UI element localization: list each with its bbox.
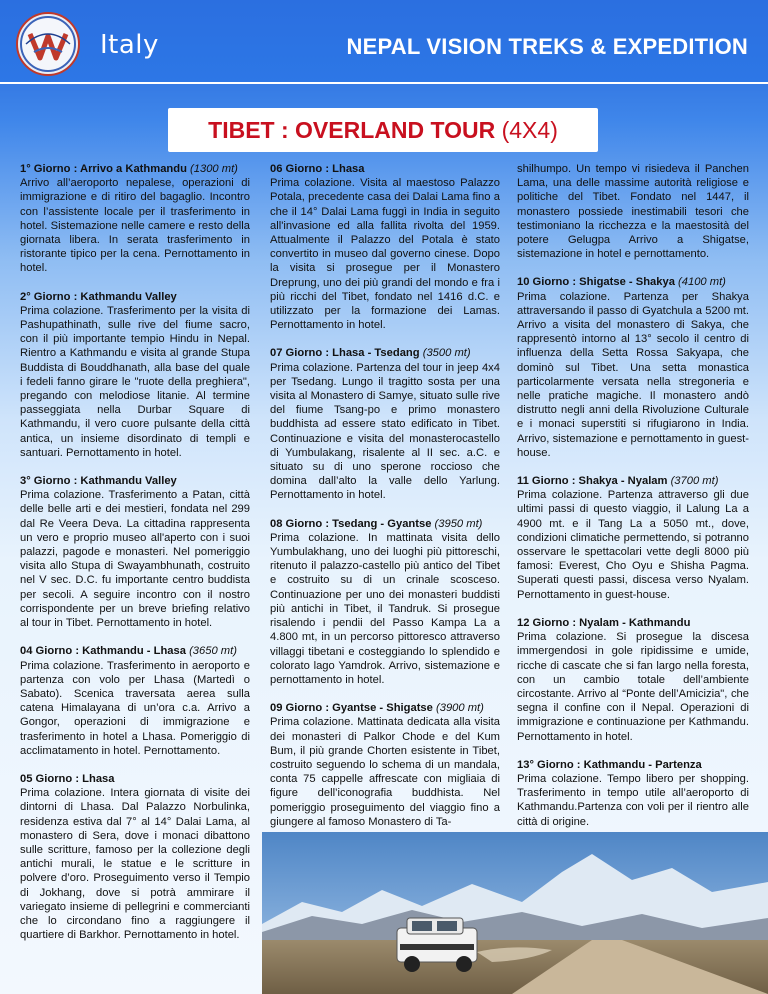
day-body: Prima colazione. Partenza attraverso gli due ultimi passi di questo viaggio, il Lalung La a 4900 mt. e il Tang La a 5050 mt., dove, condizioni climatiche permettendo, si potranno osservare le spettacolari vette degli 8000 più famosi: Everest, Cho Oyu e Shisha Pagma. Superati questi passi, discesa verso Nyalam. Pernottamento in guest-house. [517, 489, 749, 601]
day-title [517, 758, 749, 772]
day-entry [20, 474, 250, 630]
day-title [20, 772, 250, 786]
day-title-text: 04 Giorno : Kathmandu - Lhasa [20, 645, 186, 658]
day-body: Prima colazione. Partenza per Shakya attraversando il passo di Gyatchula a 5200 mt. Arrivo a visita del monastero di Sakya, che rappresentò intorno al 13° secolo il centro di influenza della Setta Rossa Sakyapa, che dominò sul Tibet. Una setta monastica particolarmente versata nella stregoneria e nelle pratiche magiche. Il monastero andò distrutto negli anni della Rivoluzione Culturale e i monaci superstiti si rifugiarono in India. Arrivo, sistemazione e pernottamento in guest-house. [517, 290, 749, 459]
column-1 [20, 162, 250, 956]
day-title-text: 1° Giorno : Arrivo a Kathmandu [20, 163, 187, 175]
day-entry [270, 162, 500, 332]
landscape-photo [262, 832, 768, 994]
day-title [20, 474, 250, 488]
day-entry [20, 162, 250, 276]
day-body: Prima colazione. Trasferimento in aeroporto e partenza con volo per Lhasa (Martedì o Sabato). Scenica traversata aerea sulla catena Himalayana di un’ora c.a. Arrivo a Gongor, operazioni di immigrazione e trasferimento in hotel a Lhasa. Pomeriggio di acclimatamento in hotel. Pernottamento. [20, 659, 250, 757]
day-body: Prima colazione. Partenza del tour in jeep 4x4 per Tsedang. Lungo il tragitto sosta per una visita al Monastero di Samye, situato sulle rive del fiume Tsang-po e primo monastero buddhista ad essere stato edificato in Tibet. Continuazione e visita del monasterocastello di Yumbulakang, risalente al II sec. a.C. e situato su di uno sperone roccioso che domina dall’alto la valle dello Yarlung. Pernottamento in hotel. [270, 361, 500, 502]
day-entry [270, 346, 500, 502]
column-2 [270, 162, 500, 843]
day-body: Prima colazione. Tempo libero per shopping. Trasferimento in tempo utile all’aeroporto di Kathmandu.Partenza con voli per il rientro alle città di origine. [517, 772, 749, 828]
day-altitude: (3650 mt) [189, 645, 237, 658]
title-bar [168, 108, 598, 152]
day-title [270, 701, 500, 715]
title-main: TIBET : OVERLAND TOUR [208, 117, 496, 143]
day-entry [270, 701, 500, 829]
day-title [517, 616, 749, 630]
day-body: Prima colazione. Intera giornata di visite dei dintorni di Lhasa. Dal Palazzo Norbulinka, residenza estiva dal 7° al 14° Dalai Lama, al monastero di Sera, dove i monaci dibattono sulle scritture, famoso per la collezione degli antichi murali, le statue e le scritture in polvere d’oro. Proseguimento verso il Tempio di Jokhang, dove si potrà ammirare il variegato insieme di pellegrini e commercianti che lo circondano fino a raggiungere il quartiere di Barkhor. Pernottamento in hotel. [20, 787, 250, 942]
day-body: Prima colazione. Trasferimento per la visita di Pashupathinath, sulle rive del fiume sacro, con il più importante tempio Hindu in Nepal. Rientro a Kathmandu e visita al grande Stupa Buddista di Bouddhanath, alla base del quale i fedeli fanno girare le "ruote della preghiera", pregando con melodiose litanie. Al termine passeggiata nella Durbar Square di Kathmandu, il vero cuore pulsante della città antica, un insieme disordinato di templi e santuari. Pernottamento in hotel. [20, 304, 250, 459]
day-entry [517, 616, 749, 744]
day-body: Prima colazione. Trasferimento a Patan, città delle belle arti e dei mestieri, fondata nel 299 dal Re Veera Deva. La cittadina rappresenta un vero e proprio museo all'aperto con i suoi palazzi, pagode e monasteri. Nel pomeriggio visita allo Stupa di Swayambhunath, costruito nel V sec. D.C. fu importante centro buddista per secoli. A seguire incontro con il nostro corrispondente per un breve briefing relativo al tour in Tibet. Pernottamento in hotel. [20, 489, 250, 630]
day-title [20, 290, 250, 304]
day-title-text: 3° Giorno : Kathmandu Valley [20, 475, 177, 488]
day-title-text: 2° Giorno : Kathmandu Valley [20, 290, 177, 303]
day-title [20, 644, 250, 658]
day-entry [517, 758, 749, 829]
day-title [270, 517, 500, 531]
day-body-continuation: shilhumpo. Un tempo vi risiedeva il Panchen Lama, una delle massime autorità religiose e politiche del Tibet. Fondato nel 1447, il monastero possiede inestimabili tesori che testimoniano la ricchezza e la maestosità del potere Gelugpa Arrivo a Shigatse, sistemazione in hotel e pernottamento. [517, 163, 749, 261]
day-entry [20, 290, 250, 460]
company-logo [16, 12, 80, 76]
day-body: Prima colazione. In mattinata visita dello Yumbulakhang, uno dei luoghi più pittoreschi, ritenuto il palazzo-castello più antico del Tibet e costruito su di un crinale scosceso. Continuazione per uno dei monasteri buddisti più antichi in Tibet, il Tandruk. Si prosegue risalendo i pendii del Passo Kampa La a 4.800 mt, in un percorso pittoresco attraverso villaggi tibetani e costeggiando lo splendido e colorato lago Yamdrok. Arrivo, sistemazione e pernottamento in hotel. [270, 531, 500, 686]
day-title [270, 162, 500, 176]
day-body: Prima colazione. Visita al maestoso Palazzo Potala, precedente casa dei Dalai Lama fino a che il 14° Dalai Lama fuggì in India in seguito all'invasione ed alla fallita rivolta del 1959. Attualmente il Palazzo del Potala è stato convertito in museo dal governo cinese. Dopo la visita si prosegue per il Monastero Dreprung, uno dei più grandi del mondo e fra i più ricchi del Tibet, fondato nel 1416 d.C. e utilizzato per la formazione dei Lamas. Pernottamento in hotel. [270, 177, 500, 332]
day-title-text: 12 Giorno : Nyalam - Kathmandu [517, 616, 691, 629]
day-title [517, 275, 749, 289]
company-name: NEPAL VISION TREKS & EXPEDITION [346, 34, 748, 59]
day-entry [517, 275, 749, 460]
day-title-text: 06 Giorno : Lhasa [270, 163, 365, 175]
day-entry [270, 517, 500, 687]
day-title-text: 07 Giorno : Lhasa - Tsedang [270, 347, 420, 360]
day-entry [20, 772, 250, 942]
day-title [517, 474, 749, 488]
page-title [168, 108, 598, 152]
day-altitude: (1300 mt) [190, 163, 238, 175]
brand-word: Italy [100, 30, 159, 60]
day-body-continued: Prima colazione. Mattinata dedicata alla visita dei monasteri di Palkor Chode e del Kum Bum, il più grande Chorten esistente in Tibet, costruito seguendo lo schema di un mandala, conta 75 cappelle affrescate con migliaia di figure dell’iconografia buddhista. Nel pomeriggio proseguimento del viaggio fino a giungere al famoso Monastero di Ta- [270, 716, 500, 828]
day-altitude: (3950 mt) [434, 517, 483, 530]
day-title-text: 13° Giorno : Kathmandu - Partenza [517, 758, 702, 771]
day-title-text: 05 Giorno : Lhasa [20, 772, 115, 785]
jeep-landscape-illustration [262, 832, 768, 994]
column-3 [517, 162, 749, 843]
day-title-text: 10 Giorno : Shigatse - Shakya [517, 276, 675, 289]
day-altitude: (3900 mt) [436, 702, 484, 715]
day-title [20, 162, 250, 176]
day-title-text: 08 Giorno : Tsedang - Gyantse [270, 517, 432, 530]
day-title-text: 11 Giorno : Shakya - Nyalam [517, 475, 668, 488]
day-body: Arrivo all’aeroporto nepalese, operazioni di immigrazione e di ritiro del bagaglio. Incontro con l’assistente locale per il trasferimento in hotel. Sistemazione nelle camere e resto della giornata libera. In serata trasferimento in ristorante tipico per la cena. Pernottamento in hotel. [20, 177, 250, 275]
day-entry [517, 474, 749, 602]
title-suffix: (4X4) [501, 117, 558, 143]
day-entry-continued [517, 162, 749, 261]
day-entry [20, 644, 250, 758]
day-altitude: (3700 mt) [670, 475, 719, 488]
page-header [0, 0, 768, 84]
day-altitude: (4100 mt) [678, 276, 726, 289]
day-body: Prima colazione. Si prosegue la discesa immergendosi in gole ripidissime e umide, ricche di cascate che si fan largo nella foresta, con un cambio totale dell’ambiente circostante. Arrivo al “Ponte dell’Amicizia", che segna il confine con il Nepal. Operazioni di immigrazione e continuazione per Kathmandu. Pernottamento in hotel. [517, 631, 749, 743]
day-altitude: (3500 mt) [422, 347, 471, 360]
logo-emblem-icon [18, 14, 78, 74]
day-title-text: 09 Giorno : Gyantse - Shigatse [270, 702, 433, 715]
day-title [270, 346, 500, 360]
